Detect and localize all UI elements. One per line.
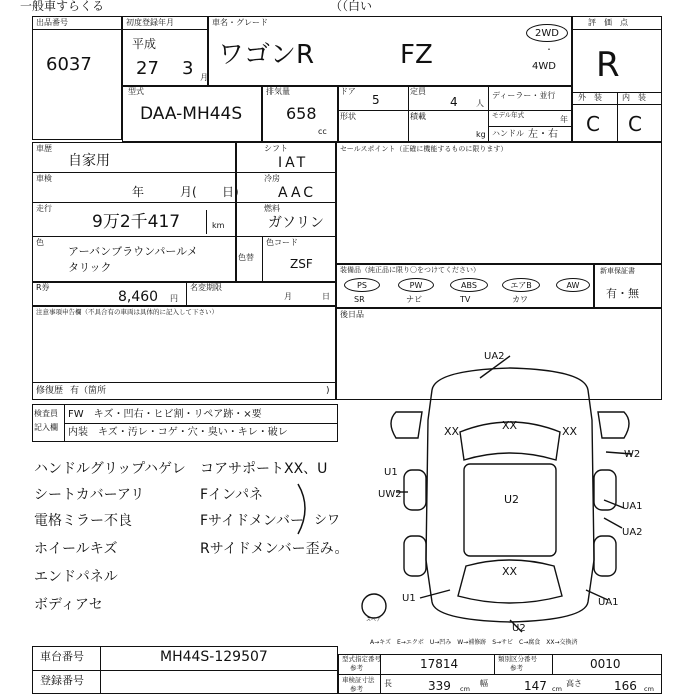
note-2: シートカバーアリ bbox=[34, 487, 145, 503]
cert-label-1b: 参考 bbox=[350, 664, 363, 672]
exterior-value: C bbox=[586, 112, 600, 136]
usage-label: 車歴 bbox=[36, 144, 52, 153]
dims-wid-label: 幅 bbox=[480, 679, 488, 688]
name-change-label: 名変期限 bbox=[190, 283, 222, 292]
mileage-label: 走行 bbox=[36, 204, 52, 213]
name-change-month: 月 bbox=[284, 292, 292, 301]
cert-label-2: 類別区分番号 bbox=[498, 655, 537, 663]
equipment-label: 装備品（純正品に限り〇をつけてください） bbox=[340, 266, 480, 274]
equip-sr: SR bbox=[354, 295, 365, 304]
color-value-1: アーバンブラウンパールメ bbox=[68, 245, 198, 258]
dims-len-label: 長 bbox=[384, 679, 392, 688]
model-value: DAA-MH44S bbox=[140, 104, 243, 124]
first-reg-month-unit: 月 bbox=[200, 73, 208, 82]
color-label: 色 bbox=[36, 238, 44, 247]
diag-ua1-lower: UA1 bbox=[598, 597, 619, 608]
interior-label: 内 装 bbox=[622, 93, 646, 102]
dims-hgt-unit: cm bbox=[644, 685, 654, 693]
dims-hgt-label: 高さ bbox=[566, 679, 582, 688]
displacement-value: 658 bbox=[286, 104, 317, 123]
name-change-day: 日 bbox=[322, 292, 330, 301]
bracket-mark bbox=[296, 482, 316, 536]
diag-ua1-right: UA1 bbox=[622, 501, 643, 512]
cert-value-1: 17814 bbox=[420, 657, 459, 671]
aircon-value: AAC bbox=[278, 185, 317, 201]
equip-abs: ABS bbox=[450, 278, 488, 292]
dims-wid-unit: cm bbox=[552, 685, 562, 693]
diag-xx-lower: XX bbox=[502, 565, 518, 578]
equip-airbag: エアB bbox=[502, 278, 540, 292]
lot-label: 出品番号 bbox=[36, 18, 68, 27]
handle-value: 左・右 bbox=[528, 129, 558, 140]
interior-value: C bbox=[628, 112, 642, 136]
warranty-label: 新車保証書 bbox=[600, 267, 635, 275]
notes-label: 注意事項申告欄（不具合有の車両は具体的に記入して下さい） bbox=[36, 308, 218, 316]
model-year-unit: 年 bbox=[560, 115, 568, 124]
model-label: 型式 bbox=[128, 87, 144, 96]
chassis-label: 車台番号 bbox=[40, 650, 84, 663]
equip-navi: ナビ bbox=[406, 295, 422, 304]
color-code-label: 色コード bbox=[266, 238, 298, 247]
dims-ref: 参考 bbox=[350, 685, 363, 693]
cert-value-2: 0010 bbox=[590, 657, 621, 671]
inspector-label-2: 記入欄 bbox=[34, 423, 58, 432]
equip-tv: TV bbox=[460, 295, 471, 304]
inspection-month: 月( bbox=[180, 185, 197, 199]
sales-point-label: セールスポイント（正確に機能するものに限ります） bbox=[340, 145, 508, 153]
diag-ua2-top: UA2 bbox=[484, 351, 505, 362]
exterior-label: 外 装 bbox=[578, 93, 602, 102]
load-unit: kg bbox=[476, 130, 486, 139]
diag-xx-right: XX bbox=[562, 425, 578, 438]
displacement-unit: cc bbox=[318, 127, 327, 136]
usage-value: 自家用 bbox=[68, 153, 110, 169]
recycle-value: 8,460 bbox=[118, 289, 159, 305]
handle-label: ハンドル bbox=[492, 129, 524, 138]
drive-dot: ・ bbox=[545, 45, 553, 54]
doors-label: ドア bbox=[340, 87, 356, 96]
shape-label: 形状 bbox=[340, 112, 356, 121]
note-3: 電格ミラー不良 bbox=[34, 513, 132, 529]
warranty-value: 有・無 bbox=[606, 287, 639, 300]
note-10: Rサイドメンバー歪み。 bbox=[200, 541, 349, 557]
cert-label-1: 型式指定番号 bbox=[342, 655, 381, 663]
drive-4wd: 4WD bbox=[532, 61, 556, 72]
note-6: ボディアセ bbox=[34, 597, 103, 613]
inspector-label-1: 検査員 bbox=[34, 409, 58, 418]
note-8: Fインパネ bbox=[200, 487, 264, 503]
first-reg-month: 3 bbox=[182, 58, 194, 79]
dims-hgt-value: 166 bbox=[614, 679, 637, 693]
note-bracket: シワ bbox=[314, 513, 341, 528]
recycle-unit: 円 bbox=[170, 294, 178, 303]
diag-ua2-right: UA2 bbox=[622, 527, 643, 538]
cert-label-2b: 参考 bbox=[510, 664, 523, 672]
note-7: コアサポートXX、U bbox=[200, 461, 328, 477]
lot-box bbox=[32, 16, 122, 140]
diag-u1-left: U1 bbox=[384, 467, 398, 478]
doors-value: 5 bbox=[372, 93, 380, 107]
diag-spare: スペア bbox=[366, 617, 382, 623]
dealer-label: ディーラー・並行 bbox=[492, 91, 556, 100]
capacity-unit: 人 bbox=[476, 99, 484, 108]
note-4: ホイールキズ bbox=[34, 541, 118, 557]
car-name: ワゴンR bbox=[218, 40, 315, 70]
diag-w2-right: W2 bbox=[624, 449, 641, 460]
header-remnant-2: （（白い bbox=[330, 0, 373, 13]
shift-label: シフト bbox=[264, 144, 288, 153]
aircon-label: 冷房 bbox=[264, 174, 280, 183]
aftermarket-label: 後日品 bbox=[340, 310, 364, 319]
mileage-value: 9万2千417 bbox=[92, 212, 181, 232]
legend: A→キズ E→エクボ U→凹み W→補修跡 S→サビ C→腐食 XX→交換済 bbox=[370, 639, 578, 646]
color-change-label: 色替 bbox=[238, 253, 254, 262]
model-year-label: モデル年式 bbox=[492, 111, 525, 119]
shift-value: IAT bbox=[278, 155, 309, 171]
inspector-row-2: 内装 キズ・汚レ・コゲ・穴・臭い・キレ・破レ bbox=[68, 427, 288, 438]
displacement-label: 排気量 bbox=[266, 87, 290, 96]
grade-value: R bbox=[596, 45, 620, 85]
repair-history-label: 修復歴 bbox=[36, 386, 64, 396]
grade-label: 評 価 点 bbox=[588, 18, 628, 27]
fuel-value: ガソリン bbox=[268, 215, 324, 231]
capacity-label: 定員 bbox=[410, 87, 426, 96]
car-grade: FZ bbox=[400, 40, 433, 70]
dims-wid-value: 147 bbox=[524, 679, 547, 693]
color-value-2: タリック bbox=[68, 261, 112, 274]
inspection-year: 年 bbox=[132, 185, 145, 199]
fuel-label: 燃料 bbox=[264, 204, 280, 213]
dims-len-value: 339 bbox=[428, 679, 451, 693]
reg-no-label: 登録番号 bbox=[40, 674, 84, 687]
repair-history-value: 有（箇所 bbox=[70, 386, 107, 396]
equip-pw: PW bbox=[398, 278, 434, 292]
chassis-value: MH44S-129507 bbox=[160, 649, 268, 665]
capacity-value: 4 bbox=[450, 95, 458, 109]
sales-point-box bbox=[336, 142, 662, 264]
note-1: ハンドルグリップハゲレ bbox=[34, 461, 186, 477]
header-remnant: 一般車すらくる bbox=[20, 0, 105, 13]
dims-cert-label: 車検証寸法 bbox=[342, 676, 375, 684]
diag-u2-bottom: U2 bbox=[512, 623, 526, 634]
equip-aw: AW bbox=[556, 278, 590, 292]
equip-ps: PS bbox=[344, 278, 380, 292]
inspector-row-1: FW キズ・凹右・ヒビ割・リペア跡・×要 bbox=[68, 409, 262, 420]
diag-xx-left: XX bbox=[444, 425, 460, 438]
load-label: 積載 bbox=[410, 112, 426, 121]
inspection-label: 車検 bbox=[36, 174, 52, 183]
diag-uw2-left: UW2 bbox=[378, 489, 402, 500]
first-reg-label: 初度登録年月 bbox=[126, 18, 174, 27]
dims-len-unit: cm bbox=[460, 685, 470, 693]
note-9: Fサイドメンバー bbox=[200, 513, 304, 529]
first-reg-era: 平成 bbox=[132, 37, 157, 51]
repair-history-close: ) bbox=[326, 386, 330, 396]
recycle-label: R券 bbox=[36, 283, 50, 292]
color-code-value: ZSF bbox=[290, 257, 313, 271]
equip-leather: カワ bbox=[512, 295, 528, 304]
diag-xx-mid: XX bbox=[502, 419, 518, 432]
inspection-day: 日) bbox=[222, 185, 239, 199]
mileage-unit: km bbox=[212, 221, 225, 230]
lot-number: 6037 bbox=[46, 54, 92, 75]
car-name-label: 車名・グレード bbox=[212, 18, 268, 27]
first-reg-year: 27 bbox=[136, 58, 159, 79]
diag-u1-lower: U1 bbox=[402, 593, 416, 604]
diag-u2-center: U2 bbox=[504, 493, 520, 506]
note-5: エンドパネル bbox=[34, 569, 118, 585]
drive-2wd: 2WD bbox=[526, 24, 568, 42]
